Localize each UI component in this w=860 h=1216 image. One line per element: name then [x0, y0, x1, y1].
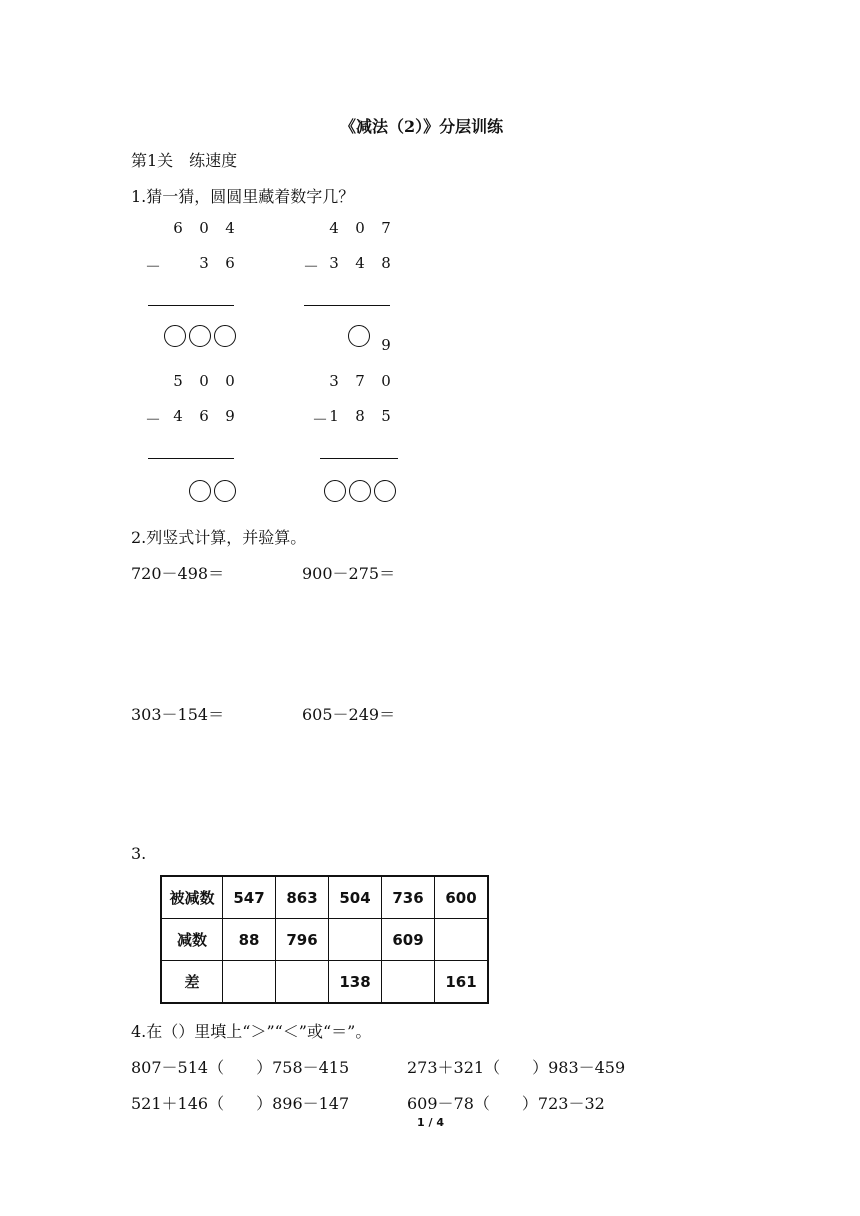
sum-line: [148, 305, 234, 306]
digit: 6: [173, 219, 183, 237]
digit: 9: [225, 407, 235, 425]
question-2-prompt: 2.列竖式计算，并验算。: [131, 528, 307, 547]
digit: 8: [355, 407, 365, 425]
digit: 3: [199, 254, 209, 272]
expression: 720－498＝: [131, 564, 225, 583]
table-row: [161, 876, 488, 919]
table-cell[interactable]: 796: [276, 919, 329, 961]
question-4-prompt: 4.在（）里填上“＞”“＜”或“＝”。: [131, 1022, 372, 1041]
minus-sign: －: [145, 257, 162, 276]
table-cell[interactable]: [382, 961, 435, 1004]
comparison-item[interactable]: 521＋146（ ）896－147: [131, 1094, 350, 1113]
digit: 5: [173, 372, 183, 390]
digit: 0: [225, 372, 235, 390]
table-cell[interactable]: [435, 919, 489, 961]
answer-circle[interactable]: [189, 480, 211, 502]
digit: 0: [199, 372, 209, 390]
comparison-item[interactable]: 609－78（ ）723－32: [407, 1094, 605, 1113]
table-cell[interactable]: [276, 961, 329, 1004]
table-cell[interactable]: 161: [435, 961, 489, 1004]
answer-circle[interactable]: [374, 480, 396, 502]
row-header: 被减数: [161, 876, 223, 919]
answer-circle[interactable]: [214, 480, 236, 502]
table-cell[interactable]: 504: [329, 876, 382, 919]
answer-circle[interactable]: [189, 325, 211, 347]
expression: 900－275＝: [302, 564, 396, 583]
answer-circle[interactable]: [348, 325, 370, 347]
digit: 0: [381, 372, 391, 390]
expression: 605－249＝: [302, 705, 396, 724]
table-cell[interactable]: 609: [382, 919, 435, 961]
answer-circle[interactable]: [324, 480, 346, 502]
level-heading: 第1关 练速度: [131, 151, 238, 170]
table-row: [161, 919, 488, 961]
sum-line: [320, 458, 398, 459]
table-cell[interactable]: 736: [382, 876, 435, 919]
comparison-item[interactable]: 807－514（ ）758－415: [131, 1058, 350, 1077]
minus-sign: －: [145, 410, 162, 429]
sum-line: [148, 458, 234, 459]
table-cell[interactable]: [329, 919, 382, 961]
table-cell[interactable]: [223, 961, 276, 1004]
digit: 5: [381, 407, 391, 425]
page-number: 1 / 4: [417, 1116, 444, 1129]
minus-sign: －: [303, 257, 320, 276]
digit: 3: [329, 372, 339, 390]
answer-circle[interactable]: [214, 325, 236, 347]
digit: 4: [225, 219, 235, 237]
digit: 3: [329, 254, 339, 272]
table-cell[interactable]: 88: [223, 919, 276, 961]
row-header: 减数: [161, 919, 223, 961]
digit: 0: [199, 219, 209, 237]
digit: 6: [199, 407, 209, 425]
digit: 4: [173, 407, 183, 425]
page-title: 《减法（2）》分层训练: [340, 117, 504, 136]
digit: 4: [355, 254, 365, 272]
answer-circle[interactable]: [349, 480, 371, 502]
sum-line: [304, 305, 390, 306]
given-digit: 9: [381, 336, 391, 354]
answer-circle[interactable]: [164, 325, 186, 347]
table-cell[interactable]: 138: [329, 961, 382, 1004]
comparison-item[interactable]: 273＋321（ ）983－459: [407, 1058, 626, 1077]
digit: 0: [355, 219, 365, 237]
table-row: [161, 961, 488, 1004]
table-cell[interactable]: 547: [223, 876, 276, 919]
minus-sign: －: [312, 410, 329, 429]
subtraction-table: [160, 875, 489, 1004]
digit: 8: [381, 254, 391, 272]
row-header: 差: [161, 961, 223, 1004]
question-1-prompt: 1.猜一猜，圆圆里藏着数字几？: [131, 187, 355, 206]
table-cell[interactable]: 600: [435, 876, 489, 919]
digit: 7: [355, 372, 365, 390]
digit: 1: [329, 407, 339, 425]
digit: 7: [381, 219, 391, 237]
digit: 4: [329, 219, 339, 237]
question-3-label: 3.: [131, 844, 147, 863]
digit: 6: [225, 254, 235, 272]
expression: 303－154＝: [131, 705, 225, 724]
table-cell[interactable]: 863: [276, 876, 329, 919]
